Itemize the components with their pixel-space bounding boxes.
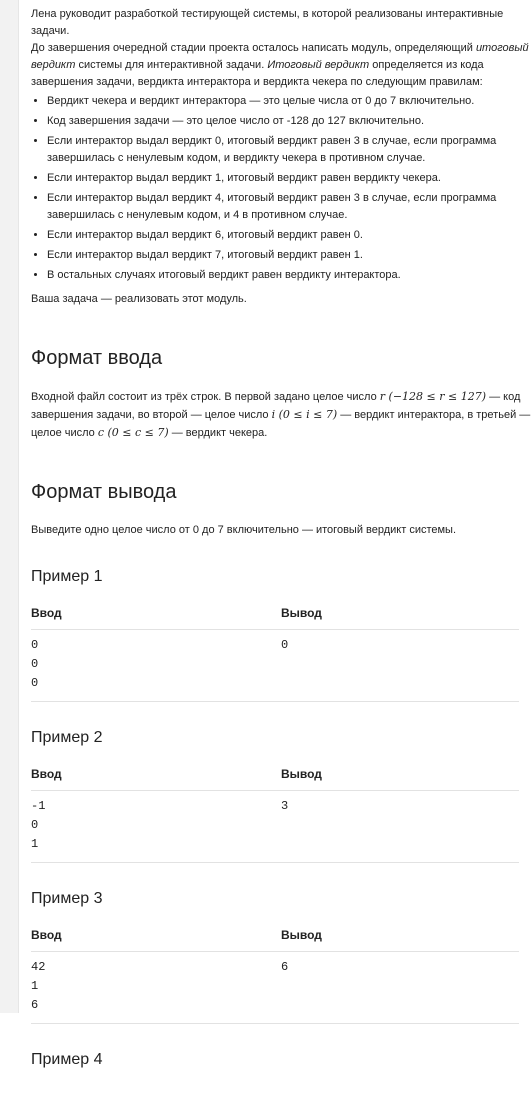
sample-output[interactable] bbox=[281, 791, 519, 863]
input-format-heading: Формат ввода bbox=[31, 347, 163, 369]
sample-table bbox=[31, 605, 519, 702]
input-line: 0 bbox=[31, 676, 39, 690]
rule-item: • Если интерактор выдал вердикт 4, итоговый вердикт равен 3 в случае, если программа завершилась с ненулевым кодом, и 4 в противном случае. bbox=[47, 190, 531, 224]
output-line: 0 bbox=[281, 638, 289, 652]
sample-2 bbox=[31, 728, 531, 863]
output-line: 3 bbox=[281, 799, 289, 813]
input-text: — вердикт чекера. bbox=[168, 427, 268, 439]
input-line: 1 bbox=[31, 979, 39, 993]
sample-output[interactable] bbox=[281, 630, 519, 702]
input-format-text bbox=[31, 388, 531, 442]
rules-list bbox=[31, 93, 531, 284]
sample-title: Пример 3 bbox=[31, 890, 103, 907]
input-label: Ввод bbox=[31, 605, 281, 630]
sample-input[interactable] bbox=[31, 952, 281, 1024]
math-i: i (0 ≤ i ≤ 7) bbox=[271, 408, 338, 421]
left-panel-edge bbox=[0, 0, 19, 1013]
sample-table bbox=[31, 766, 519, 863]
math-r: r (−128 ≤ r ≤ 127) bbox=[379, 390, 487, 403]
output-line: 6 bbox=[281, 960, 289, 974]
input-text: Входной файл состоит из трёх строк. В первой задано целое число bbox=[31, 391, 380, 403]
sample-3 bbox=[31, 889, 531, 1024]
rule-item: • Код завершения задачи — это целое число от -128 до 127 включительно. bbox=[47, 113, 531, 130]
term-final-verdict: Итоговый вердикт bbox=[267, 59, 370, 71]
rule-item: • Вердикт чекера и вердикт интерактора — это целые числа от 0 до 7 включительно. bbox=[47, 93, 531, 110]
rule-item: • В остальных случаях итоговый вердикт равен вердикту интерактора. bbox=[47, 267, 531, 284]
intro-text: До завершения очередной стадии проекта осталось написать модуль, определяющий bbox=[31, 42, 476, 54]
input-label: Ввод bbox=[31, 766, 281, 791]
sample-input[interactable] bbox=[31, 791, 281, 863]
intro-paragraph-1: Лена руководит разработкой тестирующей системы, в которой реализованы интерактивные задачи. bbox=[31, 8, 504, 37]
input-line: 1 bbox=[31, 837, 39, 851]
input-line: 42 bbox=[31, 960, 46, 974]
rule-item: • Если интерактор выдал вердикт 7, итоговый вердикт равен 1. bbox=[47, 247, 531, 264]
output-label: Вывод bbox=[281, 766, 519, 791]
input-line: -1 bbox=[31, 799, 46, 813]
intro-paragraph-2 bbox=[31, 40, 531, 91]
input-text: — код завершения задачи, во второй — целое число bbox=[31, 391, 521, 421]
task-paragraph: Ваша задача — реализовать этот модуль. bbox=[31, 293, 247, 305]
output-format-heading: Формат вывода bbox=[31, 481, 177, 503]
problem-statement bbox=[31, 0, 531, 1096]
sample-title: Пример 4 bbox=[31, 1051, 103, 1068]
sample-1 bbox=[31, 567, 531, 702]
intro-text: системы для интерактивной задачи. bbox=[75, 59, 268, 71]
rule-item: • Если интерактор выдал вердикт 0, итоговый вердикт равен 3 в случае, если программа завершилась с ненулевым кодом, и вердикту чекера в противном случае. bbox=[47, 133, 531, 167]
term-final-verdict: итоговый вердикт bbox=[31, 42, 529, 71]
sample-output[interactable] bbox=[281, 952, 519, 1024]
input-line: 6 bbox=[31, 998, 39, 1012]
math-c: c (0 ≤ c ≤ 7) bbox=[97, 426, 169, 439]
sample-table bbox=[31, 927, 519, 1024]
input-line: 0 bbox=[31, 638, 39, 652]
rule-item: • Если интерактор выдал вердикт 1, итоговый вердикт равен вердикту чекера. bbox=[47, 170, 531, 187]
output-format-text: Выведите одно целое число от 0 до 7 включительно — итоговый вердикт системы. bbox=[31, 524, 457, 536]
sample-4 bbox=[31, 1050, 531, 1070]
input-line: 0 bbox=[31, 657, 39, 671]
output-label: Вывод bbox=[281, 927, 519, 952]
input-label: Ввод bbox=[31, 927, 281, 952]
statement-legend bbox=[31, 0, 531, 308]
sample-title: Пример 2 bbox=[31, 729, 103, 746]
sample-title: Пример 1 bbox=[31, 568, 103, 585]
input-line: 0 bbox=[31, 818, 39, 832]
rule-item: • Если интерактор выдал вердикт 6, итоговый вердикт равен 0. bbox=[47, 227, 531, 244]
input-text: — вердикт интерактора, в третьей — целое число bbox=[31, 409, 531, 439]
output-label: Вывод bbox=[281, 605, 519, 630]
sample-input[interactable] bbox=[31, 630, 281, 702]
intro-text: определяется из кода завершения задачи, вердикта интерактора и вердикта чекера по следующим правилам: bbox=[31, 59, 484, 88]
